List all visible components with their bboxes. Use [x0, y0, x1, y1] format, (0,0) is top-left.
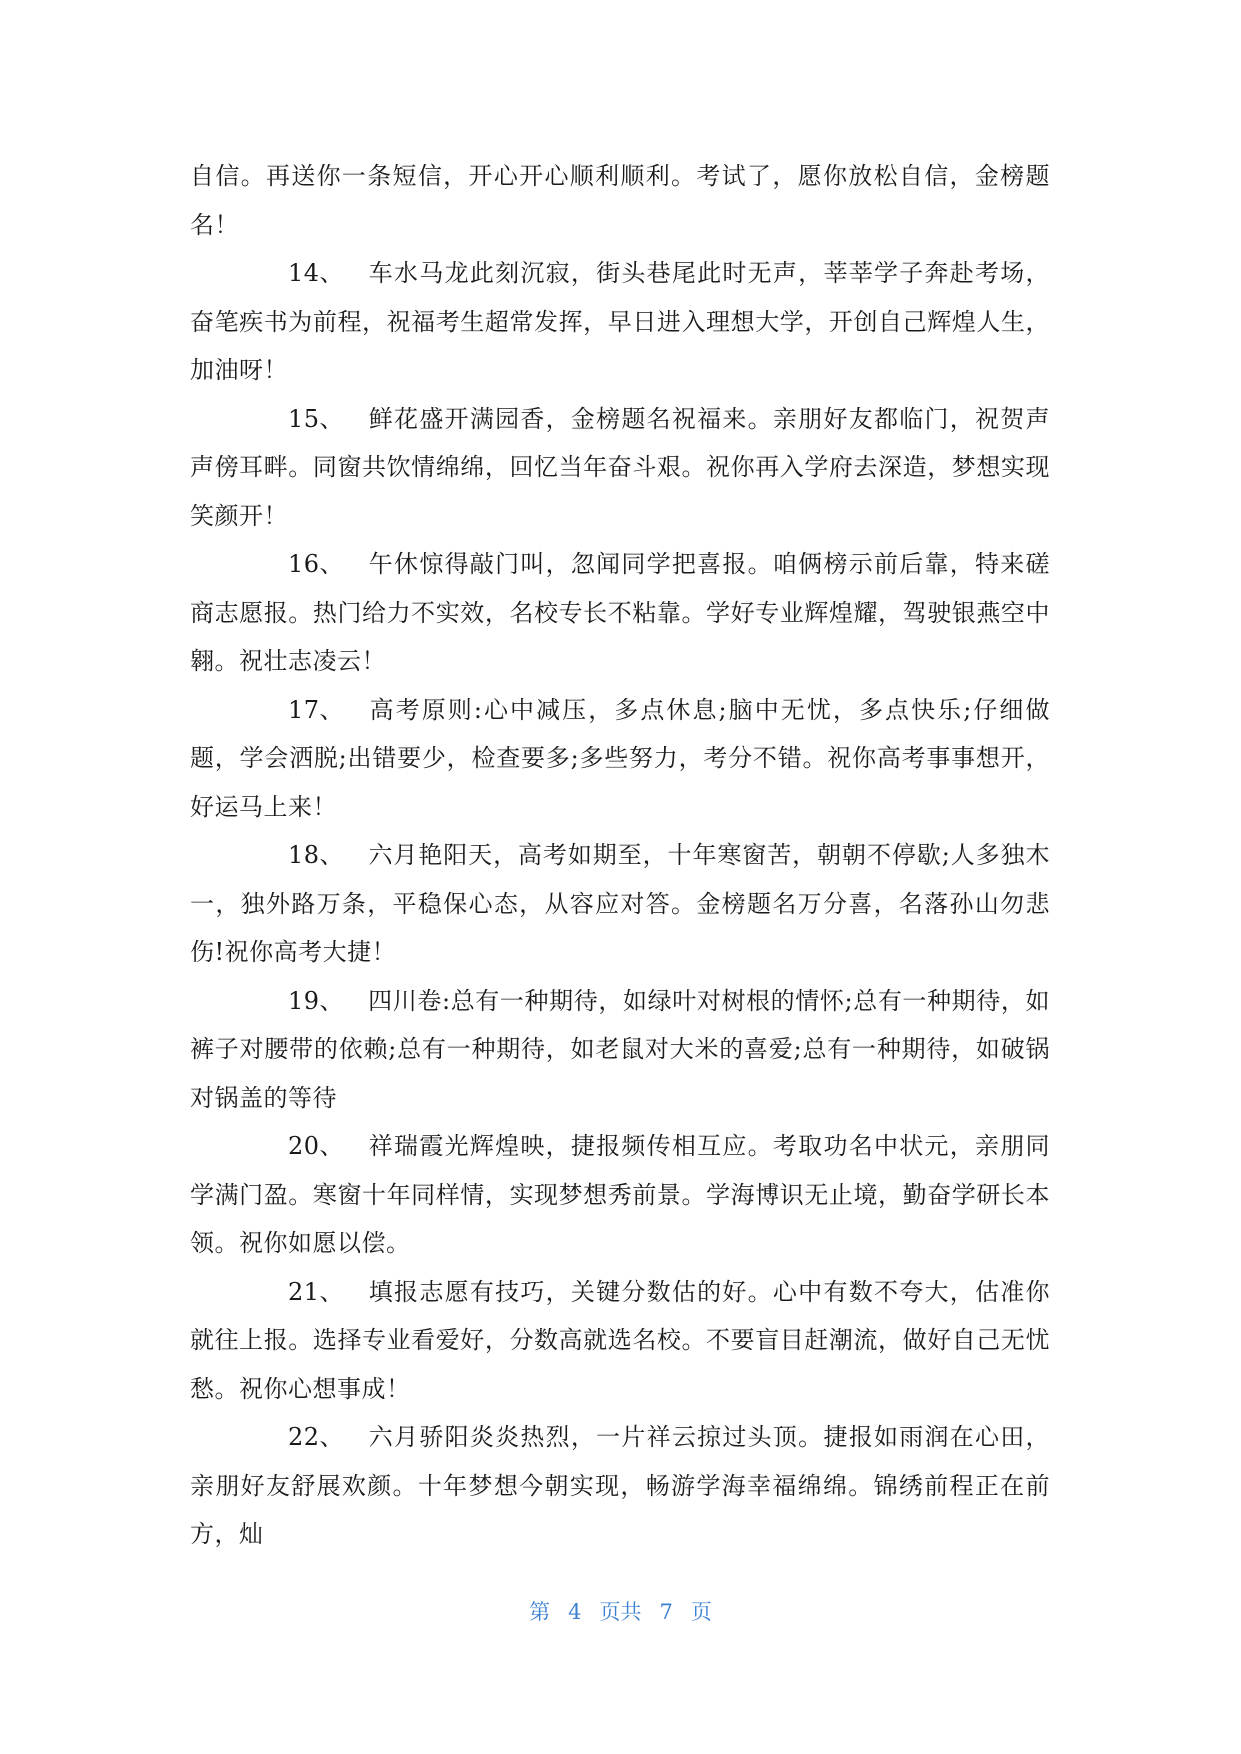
list-item-16 [190, 540, 1050, 686]
footer-label-page: 第 [529, 1600, 551, 1624]
item-text: 午休惊得敲门叫，忽闻同学把喜报。咱俩榜示前后靠，特来磋商志愿报。热门给力不实效，名校专长不粘靠。学好专业辉煌耀，驾驶银燕空中翱。祝壮志凌云！ [190, 550, 1050, 675]
item-number: 20、 [288, 1132, 345, 1160]
item-text: 六月骄阳炎炎热烈，一片祥云掠过头顶。捷报如雨润在心田，亲朋好友舒展欢颜。十年梦想今朝实现，畅游学海幸福绵绵。锦绣前程正在前方，灿 [190, 1423, 1050, 1548]
list-item-19 [190, 977, 1050, 1123]
list-item-21 [190, 1268, 1050, 1414]
item-number: 16、 [288, 550, 345, 578]
list-item-15 [190, 395, 1050, 541]
list-item-18 [190, 831, 1050, 977]
page-footer [0, 1596, 1241, 1626]
item-text: 高考原则:心中减压，多点休息;脑中无忧，多点快乐;仔细做题，学会洒脱;出错要少，检查要多;多些努力，考分不错。祝你高考事事想开，好运马上来！ [190, 695, 1050, 821]
footer-current-page: 4 [568, 1600, 582, 1624]
item-number: 14、 [288, 259, 345, 287]
item-text: 六月艳阳天，高考如期至，十年寒窗苦，朝朝不停歇;人多独木一，独外路万条，平稳保心态，从容应对答。金榜题名万分喜，名落孙山勿悲伤!祝你高考大捷！ [190, 841, 1050, 966]
item-text: 填报志愿有技巧，关键分数估的好。心中有数不夸大，估准你就往上报。选择专业看爱好，分数高就选名校。不要盲目赶潮流，做好自己无忧愁。祝你心想事成！ [190, 1277, 1050, 1403]
list-item-20 [190, 1122, 1050, 1268]
item-text: 车水马龙此刻沉寂，街头巷尾此时无声，莘莘学子奔赴考场，奋笔疾书为前程，祝福考生超常发挥，早日进入理想大学，开创自己辉煌人生，加油呀！ [190, 259, 1050, 384]
list-item-14 [190, 249, 1050, 395]
footer-total-pages: 7 [659, 1600, 673, 1624]
footer-label-of: 页共 [599, 1600, 642, 1624]
paragraph-continuation [190, 152, 1050, 249]
item-number: 15、 [288, 404, 345, 433]
list-item-17 [190, 686, 1050, 832]
paragraph-text: 自信。再送你一条短信，开心开心顺利顺利。考试了，愿你放松自信，金榜题名！ [190, 162, 1050, 239]
item-number: 22、 [288, 1423, 345, 1451]
item-number: 17、 [288, 695, 345, 724]
item-number: 18、 [288, 841, 345, 869]
item-text: 鲜花盛开满园香，金榜题名祝福来。亲朋好友都临门，祝贺声声傍耳畔。同窗共饮情绵绵，回忆当年奋斗艰。祝你再入学府去深造，梦想实现笑颜开！ [190, 404, 1050, 530]
footer-label-end: 页 [690, 1600, 712, 1624]
item-number: 21、 [288, 1277, 345, 1306]
item-number: 19、 [288, 986, 345, 1015]
document-body [190, 152, 1050, 1559]
list-item-22 [190, 1413, 1050, 1559]
item-text: 四川卷:总有一种期待，如绿叶对树根的情怀;总有一种期待，如裤子对腰带的依赖;总有一种期待，如老鼠对大米的喜爱;总有一种期待，如破锅对锅盖的等待 [190, 986, 1050, 1112]
item-text: 祥瑞霞光辉煌映，捷报频传相互应。考取功名中状元，亲朋同学满门盈。寒窗十年同样情，实现梦想秀前景。学海博识无止境，勤奋学研长本领。祝你如愿以偿。 [190, 1132, 1050, 1257]
